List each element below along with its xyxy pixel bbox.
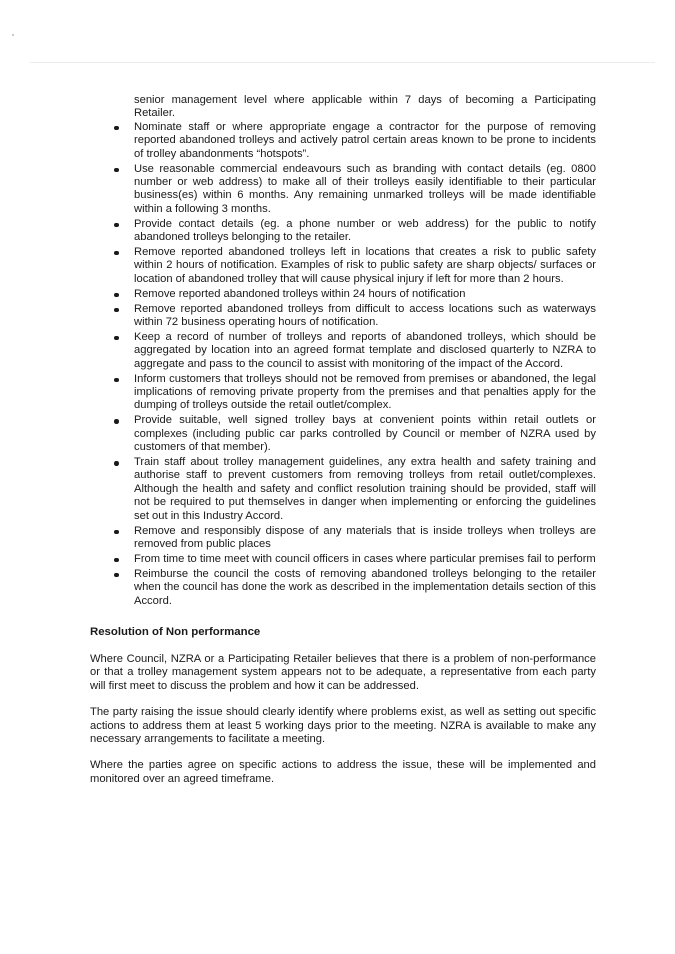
- list-item: [90, 373, 596, 413]
- list-item: [90, 414, 596, 454]
- list-item-text: Remove and responsibly dispose of any materials that is inside trolleys when trolleys are removed from public places: [134, 524, 596, 550]
- list-item-text: From time to time meet with council officers in cases where particular premises fail to perform: [134, 552, 596, 565]
- bullet-icon: [114, 126, 119, 131]
- document-body: [90, 94, 596, 786]
- bullet-icon: [114, 378, 119, 383]
- bullet-icon: [114, 251, 119, 256]
- list-item: [90, 218, 596, 245]
- list-item-text: Use reasonable commercial endeavours such as branding with contact details (eg. 0800 number or web address) to make all of their trolleys easily identifiable to their particular business(es) within 6 months. Any remaining unmarked trolleys will be made identifiable within a following 3 months.: [134, 162, 596, 215]
- bullet-icon: [114, 168, 119, 173]
- list-item: [90, 331, 596, 371]
- scan-edge-line: [30, 62, 655, 63]
- list-item-text: Remove reported abandoned trolleys within 24 hours of notification: [134, 287, 466, 300]
- list-item-text: Reimburse the council the costs of removing abandoned trolleys belonging to the retailer when the council has done the work as described in the implementation details section of this Accord.: [134, 567, 596, 607]
- bullet-icon: [114, 419, 119, 424]
- list-item-text: Provide contact details (eg. a phone number or web address) for the public to notify abandoned trolleys belonging to the retailer.: [134, 217, 596, 244]
- list-item: [90, 246, 596, 286]
- paragraph: The party raising the issue should clearly identify where problems exist, as well as setting out specific actions to address them at least 5 working days prior to the meeting. NZRA is available to make any necessary arrangements to facilitate a meeting.: [90, 706, 596, 746]
- list-item: [90, 553, 596, 566]
- list-item-text: Keep a record of number of trolleys and reports of abandoned trolleys, which should be aggregated by location into an agreed format template and disclosed quarterly to NZRA to aggregate and pass to the council to assist with monitoring of the impact of the Accord.: [134, 330, 596, 370]
- bullet-icon: [114, 308, 119, 313]
- section-heading: Resolution of Non performance: [90, 626, 261, 639]
- list-item-text: Train staff about trolley management guidelines, any extra health and safety training and authorise staff to prevent customers from removing trolleys from retail outlet/complexes. Although the health and safety and conflict resolution training should be provided, staff will not be required to put themselves in danger when implementing or enforcing the guidelines set out in this Industry Accord.: [134, 456, 596, 522]
- bullet-icon: [114, 336, 119, 341]
- list-item: [90, 303, 596, 330]
- list-item-text: Nominate staff or where appropriate engage a contractor for the purpose of removing reported abandoned trolleys and actively patrol certain areas known to be prone to incidents of trolley abandonments “hotspots”.: [134, 120, 596, 160]
- list-item-text: Remove reported abandoned trolleys left in locations that creates a risk to public safety within 2 hours of notification. Examples of risk to public safety are sharp objects/ surfaces or location of abandoned trolley that will cause physical injury if left for more than 2 hours.: [134, 245, 596, 285]
- continuation-text: senior management level where applicable within 7 days of becoming a Participating Retailer.: [134, 94, 596, 120]
- paragraph: Where Council, NZRA or a Participating Retailer believes that there is a problem of non-performance or that a trolley management system appears not to be adequate, a representative from each party will first meet to discuss the problem and how it can be addressed.: [90, 653, 596, 692]
- list-item: [90, 525, 596, 552]
- bullet-icon: [114, 558, 119, 563]
- bullet-icon: [114, 293, 119, 298]
- scan-speck: [12, 34, 14, 36]
- bullet-icon: [114, 530, 119, 535]
- list-item: [90, 456, 596, 523]
- bullet-icon: [114, 573, 119, 578]
- list-item: [90, 163, 596, 217]
- list-item: [90, 288, 596, 301]
- list-item-text: Provide suitable, well signed trolley bays at convenient points within retail outlets or complexes (including public car parks controlled by Council or member of NZRA used by customers of that member).: [134, 414, 596, 454]
- bullet-icon: [114, 461, 119, 466]
- list-item: [90, 121, 596, 161]
- list-item-text: Inform customers that trolleys should not be removed from premises or abandoned, the legal implications of removing private property from the premises and that penalties apply for the dumping of trolleys outside the retail outlet/complex.: [134, 372, 596, 412]
- list-item: [90, 568, 596, 608]
- bullet-icon: [114, 223, 119, 228]
- obligations-list: [90, 121, 596, 608]
- list-item-text: Remove reported abandoned trolleys from difficult to access locations such as waterways within 72 business operating hours of notification.: [134, 302, 596, 328]
- paragraph: Where the parties agree on specific actions to address the issue, these will be implemented and monitored over an agreed timeframe.: [90, 759, 596, 785]
